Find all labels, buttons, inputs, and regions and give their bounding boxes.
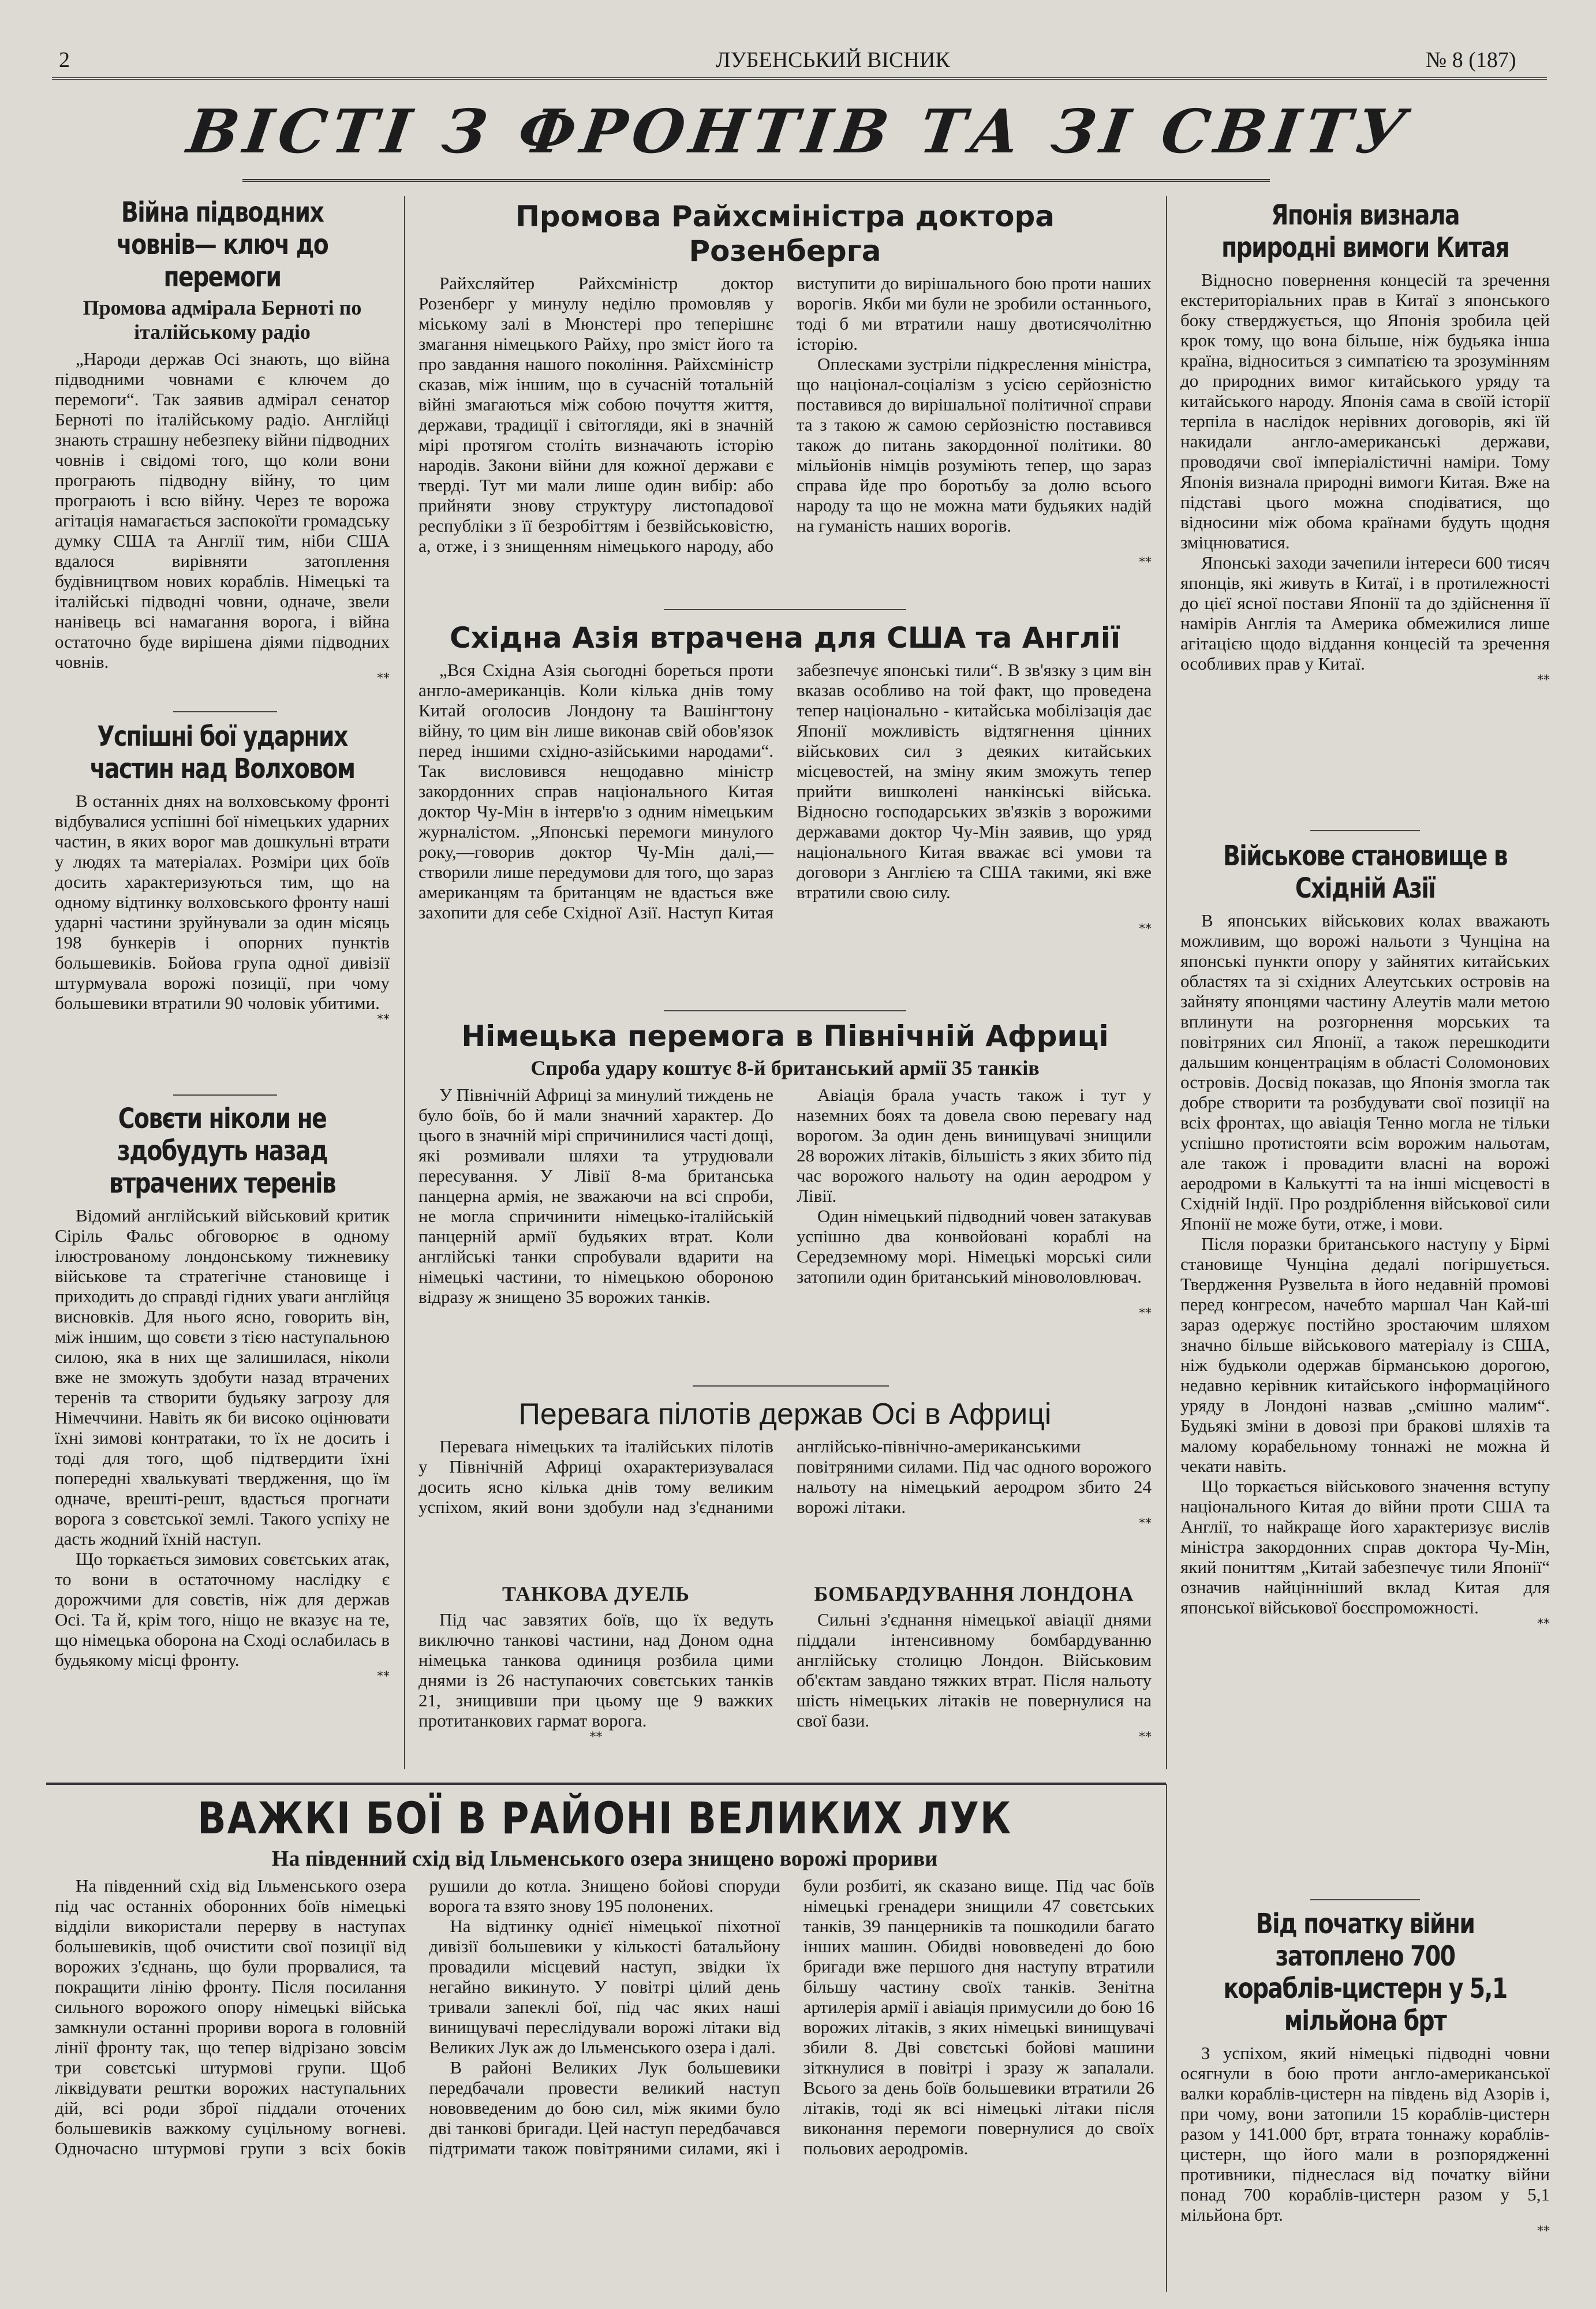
divider — [173, 1094, 277, 1096]
article-body-2: Оплесками зустріли підкреслення міністра, що націонал-соціалізм з усією серйозністю поставився до вирішальної політичної справи та з такою ж самою серйозністю поставився також до питань закордонної політики. 80 мільйонів німців розуміють тепер, що зараз справа йде про боротьбу за долю всього народу та що не можна мати будьяких надій на гуманість наших ворогів. — [797, 354, 1152, 536]
article-title: Успішні бої ударних частин над Волховом — [89, 720, 355, 785]
end-mark: ** — [1139, 555, 1152, 570]
article-body: Сильні з'єднання німецької авіації днями піддали інтенсивному бомбардуванню англійську столицю Лондон. Військовим об'єктам завдано тяжких втрат. Після нальоту шість німецьких літаків не повернулися на свої бази. — [797, 1609, 1152, 1731]
article-title: ВАЖКІ БОЇ В РАЙОНІ ВЕЛИКИХ ЛУК — [197, 1792, 1012, 1844]
article-body-2: Авіація брала участь також і тут у наземних боях та довела свою перевагу над ворогом. За один день винищувачі знищили 28 ворожих літаків, більшість з яких збито під час ворожого нальоту на один аеродром у Лівії. — [797, 1085, 1152, 1206]
article-submarine — [55, 196, 390, 704]
article-east-asia-lost — [418, 621, 1152, 1004]
article-body: У Північній Африці за минулий тиждень не було боїв, бо й мали значний характер. До цього в значній мірі спричинилися часті дощі, які розмивали шляхи та утрудювали пересування. У Лівії 8-ма британська панцерна армія, не зважаючи на всі спроби, не могла спричинити німецько-італійській панцерній армії будьяких втрат. Коли англійські танки спробували вдарити на німецькі частини, то німецькою обороною відразу ж знищено 35 ворожих танків. — [418, 1085, 774, 1307]
newspaper-name: ЛУБЕНСЬКИЙ ВІСНИК — [716, 48, 950, 72]
article-military-situation — [1180, 840, 1550, 1890]
end-mark: ** — [1139, 1306, 1152, 1321]
article-body: На південний схід від Ільменського озера під час останніх оборонних боїв німецькі відділи використали перерву в наступах большевиків, щоб очистити свої позиції від ворожих з'єднань, що були прорвалися, та покращити лінію фронту. Після посилання сильного ворожого опору німецькі війська замкнули останні прориви ворога в головній лінії фронту так, що тепер відрізано зовсім три совєтські штурмові групи. Щоб ліквідувати рештки ворожих наступальних дій, всі роди зброї піддали оточених большевиків важкому суцільному вогневі. Одночасно штурмові групи з всіх боків рушили до котла. Знищено бойові споруди ворога та взято знову 195 полонених. — [55, 1875, 780, 2158]
divider — [664, 1010, 906, 1011]
article-body: В останніх днях на волховському фронті відбувалися успішні бої німецьких ударних частин, в яких ворог мав дошкульні втрати у людях та матеріалах. Розміри цих боїв досить характеризуються тим, що на одному відтинку волховського фронту наші ударні частини зруйнували за один місяць 198 бункерів і опорних пунктів большевиків. Бойова група одної дивізії штурмувала ворожі позиції, при чому большевики втратили 90 чоловік убитими. — [55, 791, 390, 1013]
article-body: Відносно повернення концесій та зречення екстериторіальних прав в Китаї з японського боку стверджується, що Японія зробила цей крок тому, що вона більше, ніж будьяка інша країна, відноситься з симпатією та зрозумінням до природних вимог китайського уряду та китайського народу. Японія сама в своїй історії терпіла в наслідок нерівних договорів, які їй накидали англо-американські держави, проводячи свої імперіалістичні наміри. Тому Японія визнала природні вимоги Китая. Вже на підставі цього можна сподіватися, що відносини між обома країнами будуть щодня зміцнюватися. — [1180, 270, 1550, 552]
page-number: 2 — [59, 48, 70, 72]
article-subtitle: Промова адмірала Берноті по італійському радіо — [83, 296, 362, 343]
article-pilots — [418, 1397, 1152, 1564]
article-body-2: Що торкається зимових совєтських атак, то вони в остаточному наслідку є дорожчими для совєтів, ніж для держав Осі. Та й, крім того, ніщо не вказує на те, що німецька оборона на Сході ослабилась в будьякому місці фронту. — [55, 1549, 390, 1670]
article-tankers — [1180, 1908, 1550, 2295]
divider — [1310, 1899, 1420, 1900]
article-title: Японія визнала природні вимоги Китая — [1221, 199, 1509, 264]
end-mark: ** — [377, 1012, 390, 1027]
article-title: Від початку війни затоплено 700 кораблів-цистерн у 5,1 мільйона брт — [1223, 1908, 1507, 2037]
section-divider — [46, 1783, 1166, 1785]
article-title: Перевага пілотів держав Осі в Африці — [518, 1398, 1052, 1431]
article-body-2: Японські заходи зачепили інтереси 600 тисяч японців, які живуть в Китаї, і в протилежності до цієї ясної постави Японії та до здійснення її намірів Англія та Америка обмежилися лише агітацією щодо віддання концесій та зречення особливих прав у Китаї. — [1180, 552, 1550, 674]
end-mark: ** — [1139, 1516, 1152, 1531]
column-rule — [1166, 196, 1167, 1769]
column-rule — [1166, 1784, 1167, 2292]
article-title: Совєти ніколи не здобудуть назад втрачених теренів — [109, 1103, 336, 1200]
end-mark: ** — [1139, 1730, 1152, 1744]
article-body: „Вся Східна Азія сьогодні бореться проти англо-американців. Коли кілька днів тому Китай оголосив Лондону та Вашінгтону війну, то цим він лише виконав свій обов'язок перед іншими східно-азійськими народами“. Так висловився нещодавно міністр закордонних справ національного Китая доктор Чу-Мін в інтерв'ю з одним німецьким журналістом. „Японські перемоги минулого року,—говорив доктор Чу-Мін далі,—створили лише передумови для того, що зараз американцям та британцям не вдасться вже захопити для себе Східної Азії. Наступ Китая забезпечує японські тили“. В зв'язку з цим він вказав особливо на той факт, що проведена тепер національно - китайська мобілізація дає Японії можливість відтягнення цінних військових сил з деяких китайських місцевостей, на зміну яким зможуть тепер прийти вишколені нанкінські війська. Відносно господарських зв'язків з ворожими державами доктор Чу-Мін заявив, що уряд національного Китая вважає всі умови та договори з Англією та США такими, які вже втратили свою силу. — [418, 660, 1152, 922]
article-body-3: Один німецький підводний човен затакував успішно два конвойовані кораблі на Середземному морі. Німецькі морські сили затопили один британський міноволовлювач. — [797, 1206, 1152, 1287]
article-body: В японських військових колах вважають можливим, що ворожі нальоти з Чунціна на японські пункти опору у зайнятих китайських областях та зі східних Алеутських островів на зайняту японцями частину Алеутів мали метою вплинути на розгорнення морських та повітряних сил Японії, а також перешкодити дальшим концентраціям в області Соломонових островів. Досвід показав, що Японія змогла так добре створити та розбудувати свої позиції на всіх фронтах, що авіація Тенно могла не тільки успішно протистояти всім ворожим нальотам, але також і провадити власні на ворожі аеродроми в Калькутті та на інші місцевості в Східній Індії. Про роздріблення військової сили Японії не може бути, отже, і мови. — [1180, 910, 1550, 1234]
article-title: Війна підводних човнів— ключ до перемоги — [116, 196, 328, 293]
article-body-3: Що торкається військового значення вступу національного Китая до війни проти США та Англії, то найкраще його характеризує вислів міністра закордонних справ доктора Чу-Мін, який пониттям „Китай забезпечує тили Японії“ означив найцінніший вклад Китая для японської військової боєспроможності. — [1180, 1476, 1550, 1617]
article-body: Відомий англійський військовий критик Сіріль Фальс обговорює в одному ілюстрованому лондонському тижневику військове та стратегічне становище і приходить до справді гідних уваги англійця висновків. Для нього ясно, говорить він, між іншим, що совєти з тією наступальною силою, яка в них ще залишилася, ніколи вже не зможуть здобути назад втрачених теренів та створити будьяку загрозу для Німеччини. Навіть як би високо оцінювати їхні зимові контратаки, то їх не досить і тоді для того, щоб підтвердити їхні попередні хвалькуваті твердження, що їм одначе, врешті-решт, вдасться прогнати ворога з совєтської землі. Такого успіху не дасть жодний їхній наступ. — [55, 1205, 390, 1549]
end-mark: ** — [1537, 2224, 1550, 2239]
article-rosenberg — [418, 199, 1152, 603]
article-title: Військове становище в Східній Азії — [1223, 840, 1508, 905]
divider — [173, 711, 277, 712]
article-title: ТАНКОВА ДУЕЛЬ — [502, 1582, 690, 1605]
end-mark: ** — [1537, 1617, 1550, 1631]
article-north-africa — [418, 1019, 1152, 1377]
article-subtitle: Спроба удару коштує 8-й британський армії 35 танків — [530, 1056, 1040, 1079]
article-soviets — [55, 1103, 390, 1772]
article-title: БОМБАРДУВАННЯ ЛОНДОНА — [814, 1582, 1134, 1605]
column-rule — [404, 196, 405, 1769]
article-body: „Народи держав Осі знають, що війна підводними човнами є ключем до перемоги“. Так заявив адмірал сенатор Берноті по італійському радіо. Англійці знають страшну небезпеку війни підводних човнів і свідомі того, що коли вони програють підводну війну, то цим програють і всю війну. Через те ворожа агітація намагається заспокоїти громадську думку США та Англії тим, ніби США вдалося вирівняти затоплення будівництвом нових кораблів. Німецькі та італійські підводні човни, одначе, звели нанівець всі намагання ворога, і війна остаточно буде вирішена діями підводних човнів. — [55, 349, 390, 672]
end-mark: ** — [1537, 673, 1550, 688]
article-title: Промова Райхсміністра доктора Розенберга — [515, 200, 1055, 268]
section-banner: ВІСТІ З ФРОНТІВ ТА ЗІ СВІТУ — [183, 96, 1416, 167]
divider — [1310, 830, 1420, 831]
article-tank-duel — [418, 1582, 773, 1772]
article-london — [797, 1582, 1152, 1772]
article-body: Перевага німецьких та італійських пілотів у Північній Африці охарактеризувалася досить ясно кілька днів тому великим успіхом, який вони здобули над з'єднаними англійсько-північно-американськими повітряними силами. Під час одного ворожого нальоту на німецький аеродром збито 24 ворожі літаки. — [418, 1436, 1152, 1517]
end-mark: ** — [589, 1730, 603, 1744]
article-body-3: В районі Великих Лук большевики передбачали провести великий наступ нововведеним до бою сил, між якими було дві танкові бригади. Цей наступ передбачався підтримати також повітряними силами, які і були розбиті, як сказано вище. Під час боїв німецькі гренадери знищили 47 совєтських танків, 39 панцерників та пошкодили багато інших машин. Обидві нововведені до бою бригади вже першого дня наступу втратили більшу частину своїх танків. Зенітна артилерія армії і авіація примусили до бою 16 ворожих літаків, з яких німецькі винищувачі збили 8. Дві совєтські бойові машини зіткнулися в повітрі і зразу ж запалали. Всього за день боїв большевики втратили 26 літаків, тоді як всі німецькі літаки після виконання перемоги повернулися до своїх польових аеродромів. — [429, 1875, 1154, 2158]
end-mark: ** — [377, 1669, 390, 1684]
header-divider — [52, 77, 1547, 80]
article-subtitle: На південний схід від Ільменського озера знищено ворожі прориви — [271, 1847, 938, 1871]
article-body: З успіхом, який німецькі підводні човни осягнули в бою проти англо-американської валки кораблів-цистерн на південь від Азорів і, при чому, вони затопили 15 кораблів-цистерн разом у 141.000 брт, втрата тоннажу кораблів-цистерн, що його мали в розпорядженні противники, піднеслася від початку війни понад 700 кораблів-цистерн разом у 5,1 мільйона брт. — [1180, 2043, 1550, 2225]
banner-divider — [242, 179, 1270, 182]
divider — [693, 1385, 889, 1387]
article-volkhov — [55, 720, 390, 1090]
article-title: Східна Азія втрачена для США та Англії — [449, 621, 1121, 655]
divider — [664, 609, 906, 610]
end-mark: ** — [1139, 922, 1152, 936]
running-header — [52, 47, 1547, 79]
article-body: Під час завзятих боїв, що їх ведуть виключно танкові частини, над Доном одна німецька танкова одиниця розбила цими днями із 26 наступаючих совєтських танків 21, знищивши при цьому ще 9 важких протитанкових гармат ворога. — [418, 1609, 773, 1731]
article-japan-china — [1180, 199, 1550, 823]
article-body: Райхсляйтер Райхсміністр доктор Розенберг у минулу неділю промовляв у міському залі в Мюнстері про теперішнє змагання німецького Райху, про зміст його та про завдання нашого покоління. Райхсміністр сказав, між іншим, що в сучасній тотальній війні змагаються між собою почуття життя, держави, традиції і світогляди, які в значній мірі протягом століть визначають історію народів. Закони війни для кожної держави є твердi. Тут ми мали лише один вибір: або прийняти знову структуру листопадової республіки з її безробіттям і безвійськовістю, а, отже, і з знищенням німецького народу, або виступити до вирішального бою проти наших ворогів. Якби ми були не зробили останнього, тоді б ми втратили нашу двотисячолітню історію. — [418, 273, 1152, 556]
article-title: Німецька перемога в Північній Африці — [461, 1019, 1109, 1053]
article-body-2: Після поразки британського наступу у Бірмі становище Чунціна дедалі погіршується. Твердження Рузвельта в його недавній промові перед конгресом, начебто маршал Чан Кай-ші зараз одержує постійно зростаючим шляхом значно більше військового матеріалу із США, ніж будьколи одержав бірманською дорогою, недавно керівник китайського інформаційного уряду в Лондоні назвав „смішно малим“. Будьякі зміни в довозі при бракові шляхів та малому корабельному тоннажі не можна й чекати навіть. — [1180, 1234, 1550, 1476]
end-mark: ** — [377, 671, 390, 686]
article-velikie-luki — [55, 1792, 1154, 2295]
issue-number: № 8 (187) — [1426, 48, 1516, 72]
article-body-2: На відтинку однієї німецької піхотної дивізії большевики у кількості батальйону провадили місцевий наступ, звідки їх негайно викинуто. У повітрі цілий день тривали запеклі бої, під час яких наші винищувачі переслідували ворожі літаки від Великих Лук аж до Ільменського озера і далі. — [429, 1916, 780, 2057]
